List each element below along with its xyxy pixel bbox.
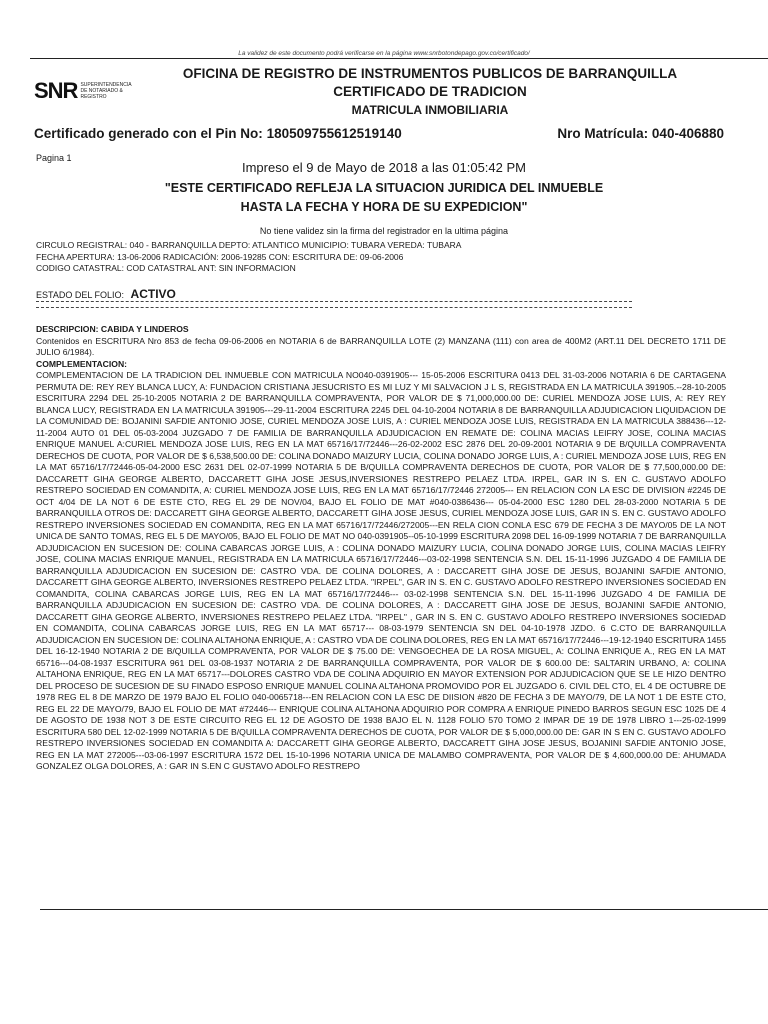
folio-status-label: ESTADO DEL FOLIO: (36, 290, 125, 300)
pin-block (34, 126, 402, 141)
descripcion-text: Contenidos en ESCRITURA Nro 853 de fecha 09-06-2006 en NOTARIA 6 de BARRANQUILLA LOTE (2) MANZANA (111) con area de 400M2 (ART.11 DEL DECRETO 1711 DE JULIO 6/1984). (36, 335, 726, 357)
registry-metadata (36, 240, 461, 275)
verification-note: La validez de este documento podrá verificarse en la página www.snrbotondepago.gov.co/certificado/ (238, 50, 530, 57)
dashed-divider-2 (36, 307, 632, 308)
certificate-body (36, 324, 726, 773)
codigo-catastral: CODIGO CATASTRAL: COD CATASTRAL ANT: SIN INFORMACION (36, 263, 296, 273)
bottom-rule (40, 909, 768, 910)
matricula-number-label: Nro Matrícula: (557, 126, 649, 141)
complementacion-text: COMPLEMENTACION DE LA TRADICION DEL INMUEBLE CON MATRICULA NO040-0391905--- 15-05-2006 ESCRITURA 0413 DEL 31-03-2006 NOTARIA 6 DE CARTAGENA PERMUTA DE: REY REY BLANCA LUCY, A: FUNDACION CRISTIANA JESUCRISTO ES MI LUZ Y MI SALVACION J L S, REGISTRADA EN LA MATRICULA 391905.--28-10-2005 ESCRITURA 2294 DEL 25-10-2005 NOTARIA 2 DE BARRANQUILLA COMPRAVENTA, POR VALOR DE $ 71,000,000.00 DE: CURIEL MENDOZA JOSE LUIS, A: REY REY BLANCA LUCY, REGISTRADA EN LA MATRICULA 391905---29-11-2004 ESCRITURA 2245 DEL 04-10-2004 NOTARIA 8 DE BARRANQUILLA ADJUDICACION LIQUIDACION DE LA COMUNIDAD DE: BOJANINI SAFDIE ANTONIO JOSE, CURIEL MENDOZA JOSE LUIS, A : CURIEL MENDOZA JOSE LUIS, REGISTRADA EN LA MATRICULA 388436---12-11-2004 AUTO 01 DEL 05-03-2004 JUZGADO 7 DE FAMILIA DE BARRANQUILLA ADJUDICACION EN REMATE DE: COLINA MACIAS LEIFRY JOSE, COLINA MACIAS ENRIQUE MANUEL A:CURIEL MENDOZA JOSE LUIS, REG EN LA MAT 65716/17/72446---26-02-2002 ESC 2876 DEL 20-09-2001 NOTARIA 9 DE B/QUILLA COMPRAVENTA DERECHOS DE CUOTA, POR VALOR DE $ 6,538,500.00 DE: COLINA DONADO MAIZURY LUCIA, COLINA DONADO JORGE LUIS, A : CURIEL MENDOZA JOSE LUIS, REG EN LA MAT 65716/17/72446-05-04-2000 ESC 2631 DEL 02-07-1999 NOTARIA 5 DE B/QUILLA COMPRAVENTA DERECHOS DE CUOTA, POR VALOR DE $ 77,500,000.00 DE: DACCARETT GIHA GEORGE ALBERTO, DACCARETT GIHA JOSE JESUS,INVERSIONES RESTREPO PELAEZ LTDA. IRPEL, GAR IN S. EN C. GUSTAVO ADOLFO RESTREPO SOCIEDAD EN COMANDITA, A: CURIEL MENDOZA JOSE LUIS, REG EN LA MAT 65716/17/72446 272005--- EN RELACION CON LA ESC DE DIVISION #2245 DE OCT 4/04 DE LA NOT 6 DE ESTE CTO, REG EL 29 DE NOV/04, BAJO EL FOLIO DE MAT #040-0386436--- 05-04-2000 ESC 1280 DEL 28-03-2000 NOTARIA 5 DE BARRANQUILLA OTROS DE: DACCARETT GIHA GEORGE ALBERTO, DACCARETT GIHA JOSE JESUS, CURIEL MENDOZA JOSE LUIS, GAR IN S. EN C. GUSTAVO ADOLFO RESTREPO INVERSIONES SOCIEDAD EN COMANDITA, REG EN LA MAT 65716/17/72446/272005---EN RELA CION CONLA ESC 679 DE FECHA 3 DE MAYO/05 DE LA NOT UNICA DE SANTO TOMAS, REG EL 5 DE MAYO/05, BAJO EL FOLIO DE MAT NO 040-0391905--05-10-1999 ESCRITURA 2098 DEL 16-09-1999 NOTARIA 7 DE BARRANQUILLA ADJUDICACION EN SUCESION DE: COLINA CABARCAS JORGE LUIS, A : COLINA DONADO MAIZURY LUCIA, COLINA DONADO JORGE LUIS, COLINA MACIAS LEIFRY JOSE, COLINA MACIAS ENRIQUE MANUEL, REGISTRADA EN LA MATRICULA 65716/17/72446---03-02-1998 SENTENCIA S.N. DEL 15-11-1996 JUZGADO 4 DE FAMILIA DE BARRANQUILLA ADJUDICACION EN SUCESION DE: CASTRO VDA. DE COLINA DOLORES, A : DACCARETT GIHA JOSE DE JESUS, BOJANINI SAFDIE ANTONIO, DACCARETT GIHA GEORGE ALBERTO, INVERSIONES RESTREPO PELAEZ LTDA. "IRPEL", GAR IN S. EN C. GUSTAVO ADOLFO RESTREPO INVERSIONES SOCIEDAD EN COMANDITA, COLINA CABARCAS JORGE LUIS, REG EN LA MAT 65716/17/72446--- 03-02-1998 SENTENCIA S.N. DEL 15-11-1996 JUZGADO 4 DE FAMILIA DE BARRANQUILLA ADJUDICACION EN SUCESION DE: CASTRO VDA. DE COLINA DOLORES, A : DACCARETT GIHA JOSE DE JESUS, BOJANINI SAFDIE ANTONIO, DACCARETT GIHA GEORGE ALBERTO, INVERSIONES RESTREPO PELAEZ LTDA. "IRPEL" , GAR IN S. EN C. GUSTAVO ADOLFO RESTREPO INVERSIONES SOCIEDAD EN COMANDITA, COLINA CABARCAS JORGE LUIS, REG EN LA MAT 65717--- 08-03-1979 SENTENCIA SN DEL 04-10-1978 JZDO. 6 C.CTO DE BARRANQUILLA ADJUDICACION EN SUCESION DE: COLINA ALTAHONA ENRIQUE, A : CASTRO VDA DE COLINA DOLORES, REG EN LA MAT 65716/17/72446---19-12-1940 ESCRITURA 1455 DEL 16-12-1940 NOTARIA 2 DE B/QUILLA COMPRAVENTA, POR VALOR DE $ 75.00 DE: VENGOECHEA DE LA ROSA MIGUEL, A: COLINA ENRIQUE A., REG EN LA MAT 65716---04-08-1937 ESCRITURA 961 DEL 03-08-1937 NOTARIA 2 DE BARRANQUILLA COMPRAVENTA, POR VALOR DE $ 600.00 DE: SALTARIN URBANO, A: COLINA ALTAHONA ENRIQUE, REG EN LA MAT 65717---DOLORES CASTRO VDA DE COLINA ADQUIRIO EN MAYOR EXTENSION POR ADJUDICACION QUE SE LE HIZO DENTRO DEL PROCESO DE SUCESION DE SU FINADO ESPOSO ENRIQUE MANUEL COLINA ALTAHONA PROMOVIDO POR EL JUZGADO 6. CIVIL DEL CTO, EL 4 DE OCTUBRE DE 1978 REG EL 8 DE MARZO DE 1979 BAJO EL FOLIO 040-0065718---EN RELACION CON LA ESC DE DIISION #820 DE FECHA 3 DE MAYO/79, DE LA NOT 1 DE ESTE CTO, REG EL 22 DE MAYO/79, BAJO EL FOLIO DE MAT #72446--- ENRIQUE COLINA ALTAHONA ADQUIRIO POR COMPRA A ENRIQUE PINEDO BARROS SEGUN ESC 1025 DE 4 DE AGOSTO DE 1938 NOT 3 DE ESTE CIRCUITO REG EL 12 DE AGOSTO DE 1938 BAJO EL N. 1128 FOLIO 570 TOMO 2 IMPAR DE 19 DE 1978 LIBRO 1---25-02-1999 ESCRITURA 580 DEL 12-02-1999 NOTARIA 5 DE B/QUILLA COMPRAVENTA DERECHOS DE CUOTA, POR VALOR DE $ 5,000,000.00 DE: GAR IN S EN C. GUSTAVO ADOLFO RESTREPO INVERSIONES SOCIEDAD EN COMANDITA A: DACCARETT GIHA GEORGE ALBERTO, DACCARETT GIHA JOSE JESUS, BOJANINI SAFDIE ANTONIO JOSE, REG EN LA MAT 272005---03-06-1997 ESCRITURA 1572 DEL 15-10-1996 NOTARIA UNICA DE MALAMBO COMPRAVENTA, POR VALOR DE $ 4,600,000.00 DE: AHUMADA GONZALEZ OLGA DOLORES, A : GAR IN S.EN C GUSTAVO ADOLFO RESTREPO (36, 370, 726, 771)
validity-note: No tiene validez sin la firma del registrador en la ultima página (259, 226, 509, 236)
matricula-number-block (557, 126, 724, 141)
folio-status-value: ACTIVO (130, 287, 176, 301)
matricula-number-value: 040-406880 (651, 126, 724, 141)
document-header (150, 66, 710, 117)
pin-value: 180509755612519140 (266, 126, 402, 141)
top-rule (30, 58, 768, 59)
snr-logo (34, 78, 132, 104)
descripcion-title: DESCRIPCION: CABIDA Y LINDEROS (36, 324, 189, 334)
legal-statement-line-1: "ESTE CERTIFICADO REFLEJA LA SITUACION JURIDICA DEL INMUEBLE (164, 181, 604, 195)
printed-date: Impreso el 9 de Mayo de 2018 a las 01:05:42 PM (241, 160, 526, 175)
circulo-registral: CIRCULO REGISTRAL: 040 - BARRANQUILLA DEPTO: ATLANTICO MUNICIPIO: TUBARA VEREDA: TUBARA (36, 240, 462, 250)
logo-mark: SNR (34, 78, 78, 103)
page-number: Pagina 1 (36, 153, 72, 163)
certificate-title: CERTIFICADO DE TRADICION (333, 84, 527, 99)
folio-status (36, 287, 176, 301)
dashed-divider-1 (36, 301, 632, 302)
pin-label: Certificado generado con el Pin No: (34, 126, 263, 141)
fecha-apertura: FECHA APERTURA: 13-06-2006 RADICACIÓN: 2006-19285 CON: ESCRITURA DE: 09-06-2006 (36, 251, 404, 262)
legal-statement (0, 179, 768, 217)
logo-subtitle: SUPERINTENDENCIA DE NOTARIADO & REGISTRO (80, 82, 132, 100)
legal-statement-line-2: HASTA LA FECHA Y HORA DE SU EXPEDICION" (240, 200, 528, 214)
matricula-title: MATRICULA INMOBILIARIA (351, 103, 509, 117)
pin-row (34, 126, 724, 141)
office-title: OFICINA DE REGISTRO DE INSTRUMENTOS PUBLICOS DE BARRANQUILLA (182, 66, 678, 81)
complementacion-title: COMPLEMENTACION: (36, 358, 128, 369)
